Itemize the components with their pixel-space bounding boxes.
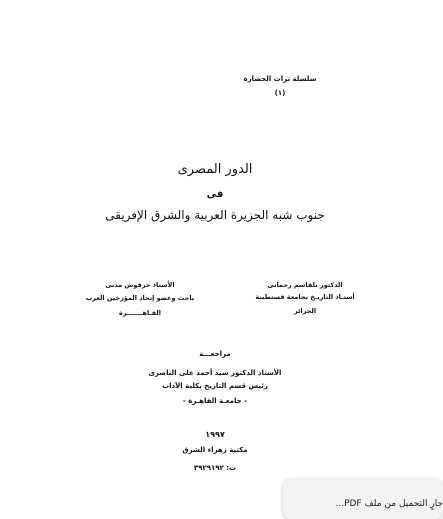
title-line-3: جنوب شبه الجزيرة العربية والشرق الإفريقى xyxy=(105,208,325,222)
reviewer-position: رئيس قسم التاريخ بكلية الآداب xyxy=(162,382,268,390)
series-title: سلسلة تراث الحضارة xyxy=(243,75,317,83)
author-left-name: الأستاذ حرقوش مدنى xyxy=(105,281,175,289)
author-right-affiliation: أستـاذ التاريـخ بجامعة قسنطينة xyxy=(255,293,355,301)
author-right-location: الجزائر xyxy=(293,307,317,315)
loading-toast xyxy=(283,479,443,519)
author-right-name: الدكتور بلقاسم رحمانى xyxy=(267,281,343,289)
title-line-2: فى xyxy=(206,189,224,200)
reviewer-name: الأستاذ الدكتور سيد أحمد على الناصرى xyxy=(148,369,282,377)
publication-year: ١٩٩٧ xyxy=(205,430,225,439)
loading-toast-text: جارٍ التحميل من ملف PDF... xyxy=(335,499,443,509)
title-line-1: الدور المصرى xyxy=(177,162,253,177)
author-left-affiliation: باحث وعضو إتحاد المؤرخين العرب xyxy=(85,294,195,302)
review-heading: مراجعـــة xyxy=(199,350,231,358)
publisher-phone: ت: ٣٩٢٩١٩٢ xyxy=(193,464,237,472)
series-number: (١) xyxy=(274,89,286,97)
publisher: مكتبة زهراء الشرق xyxy=(182,446,248,454)
author-left-location: القـاهـــــــرة xyxy=(119,309,161,317)
reviewer-university: - جامعـة القاهـرة - xyxy=(182,397,248,405)
